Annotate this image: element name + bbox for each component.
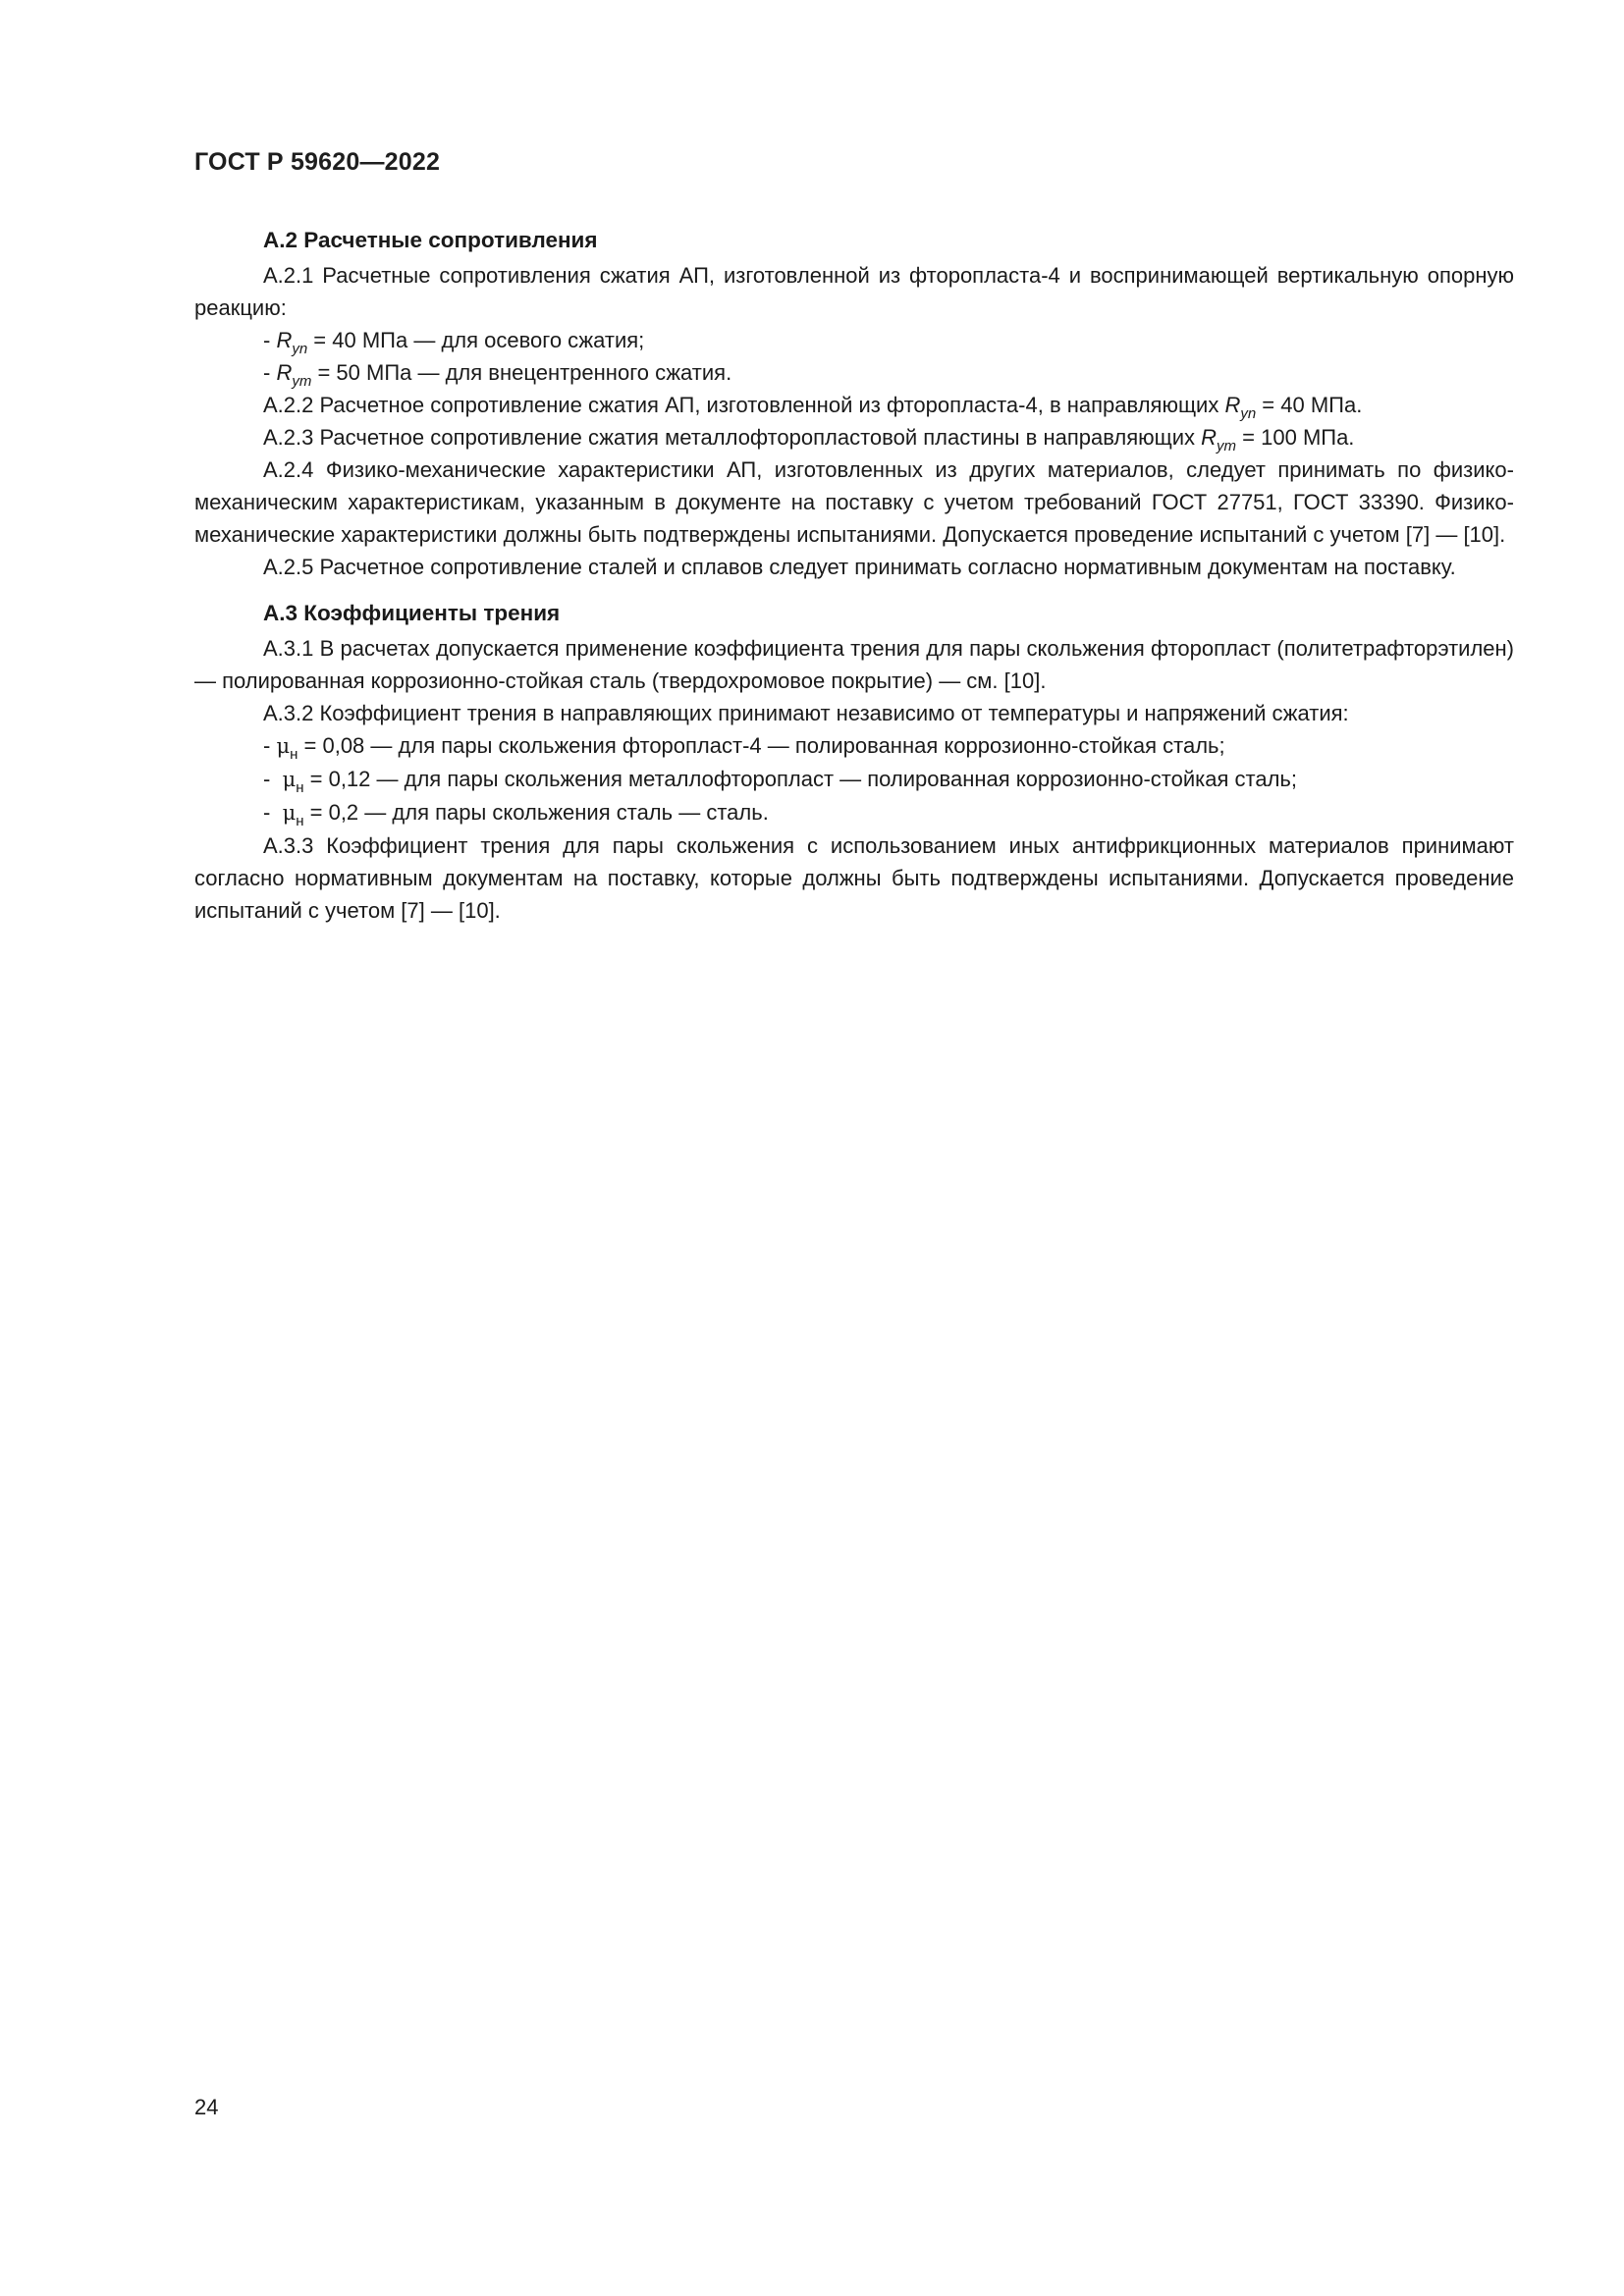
subscript: н — [290, 746, 298, 763]
paragraph-a3-1: А.3.1 В расчетах допускается применение коэффициента трения для пары скольжения фторопласт (политетрафторэтилен) — полированная коррозионно-стойкая сталь (твердохромовое покрытие) — см. [10]. — [194, 636, 1514, 693]
document-body — [194, 224, 1514, 927]
subscript: yn — [1240, 405, 1257, 422]
subscript: yn — [292, 341, 308, 357]
list-item: - $\mu_н = 0,2$ — для пары скольжения сталь — сталь. — [263, 800, 769, 829]
symbol-mu: μ — [282, 801, 297, 825]
list-item: - $R_{ym} = 50$ МПа — для внецентренного сжатия. — [263, 360, 732, 390]
symbol-r: R — [1201, 425, 1218, 450]
page-number: 24 — [194, 2095, 219, 2119]
list-item: - $\mu_н = 0,08$ — для пары скольжения фторопласт-4 — полированная коррозионно-стойкая сталь; — [263, 733, 1225, 763]
symbol-r: R — [276, 360, 293, 385]
paragraph-a2-4: А.2.4 Физико-механические характеристики АП, изготовленных из других материалов, следует принимать по физико-механическим характеристикам, указанным в документе на поставку с учетом требований ГОСТ 27751, ГОСТ 33390. Физико-механические характеристики должны быть подтверждены испытаниями. Допускается проведение испытаний с учетом [7] — [10]. — [194, 457, 1514, 547]
section-title-a3: А.3 Коэффициенты трения — [263, 601, 561, 625]
section-title-a2: А.2 Расчетные сопротивления — [263, 228, 598, 252]
subscript: н — [296, 813, 304, 829]
symbol-r: R — [1224, 393, 1241, 417]
document-page — [194, 0, 1514, 2296]
subscript: ym — [292, 373, 312, 390]
symbol-mu: μ — [282, 768, 297, 791]
list-item: - $\mu_н = 0,12$ — для пары скольжения металлофторопласт — полированная коррозионно-стойкая сталь; — [263, 767, 1297, 796]
subscript: н — [296, 779, 304, 796]
document-header: ГОСТ Р 59620—2022 — [194, 148, 441, 176]
list-item: - $R_{yn} = 40$ МПа — для осевого сжатия; — [263, 328, 645, 357]
paragraph-a3-3: А.3.3 Коэффициент трения для пары скольжения с использованием иных антифрикционных материалов принимают согласно нормативным документам на поставку, которые должны быть подтверждены испытаниями. Допускается проведение испытаний с учетом [7] — [10]. — [194, 833, 1514, 923]
paragraph-a2-2: А.2.2 Расчетное сопротивление сжатия АП, изготовленной из фторопласта-4, в направляющих $R_{yn} = 40$ МПа. — [263, 393, 1363, 422]
paragraph-a3-2: А.3.2 Коэффициент трения в направляющих принимают независимо от температуры и напряжений сжатия: — [263, 701, 1349, 725]
paragraph-a2-1: А.2.1 Расчетные сопротивления сжатия АП, изготовленной из фторопласта-4 и воспринимающей вертикальную опорную реакцию: — [194, 263, 1514, 320]
paragraph-a2-5: А.2.5 Расчетное сопротивление сталей и сплавов следует принимать согласно нормативным документам на поставку. — [263, 555, 1456, 579]
subscript: ym — [1217, 438, 1237, 454]
symbol-mu: μ — [276, 734, 291, 758]
symbol-r: R — [276, 328, 293, 352]
paragraph-a2-3: А.2.3 Расчетное сопротивление сжатия металлофторопластовой пластины в направляющих $R_{ym} = 100$ МПа. — [263, 425, 1355, 454]
